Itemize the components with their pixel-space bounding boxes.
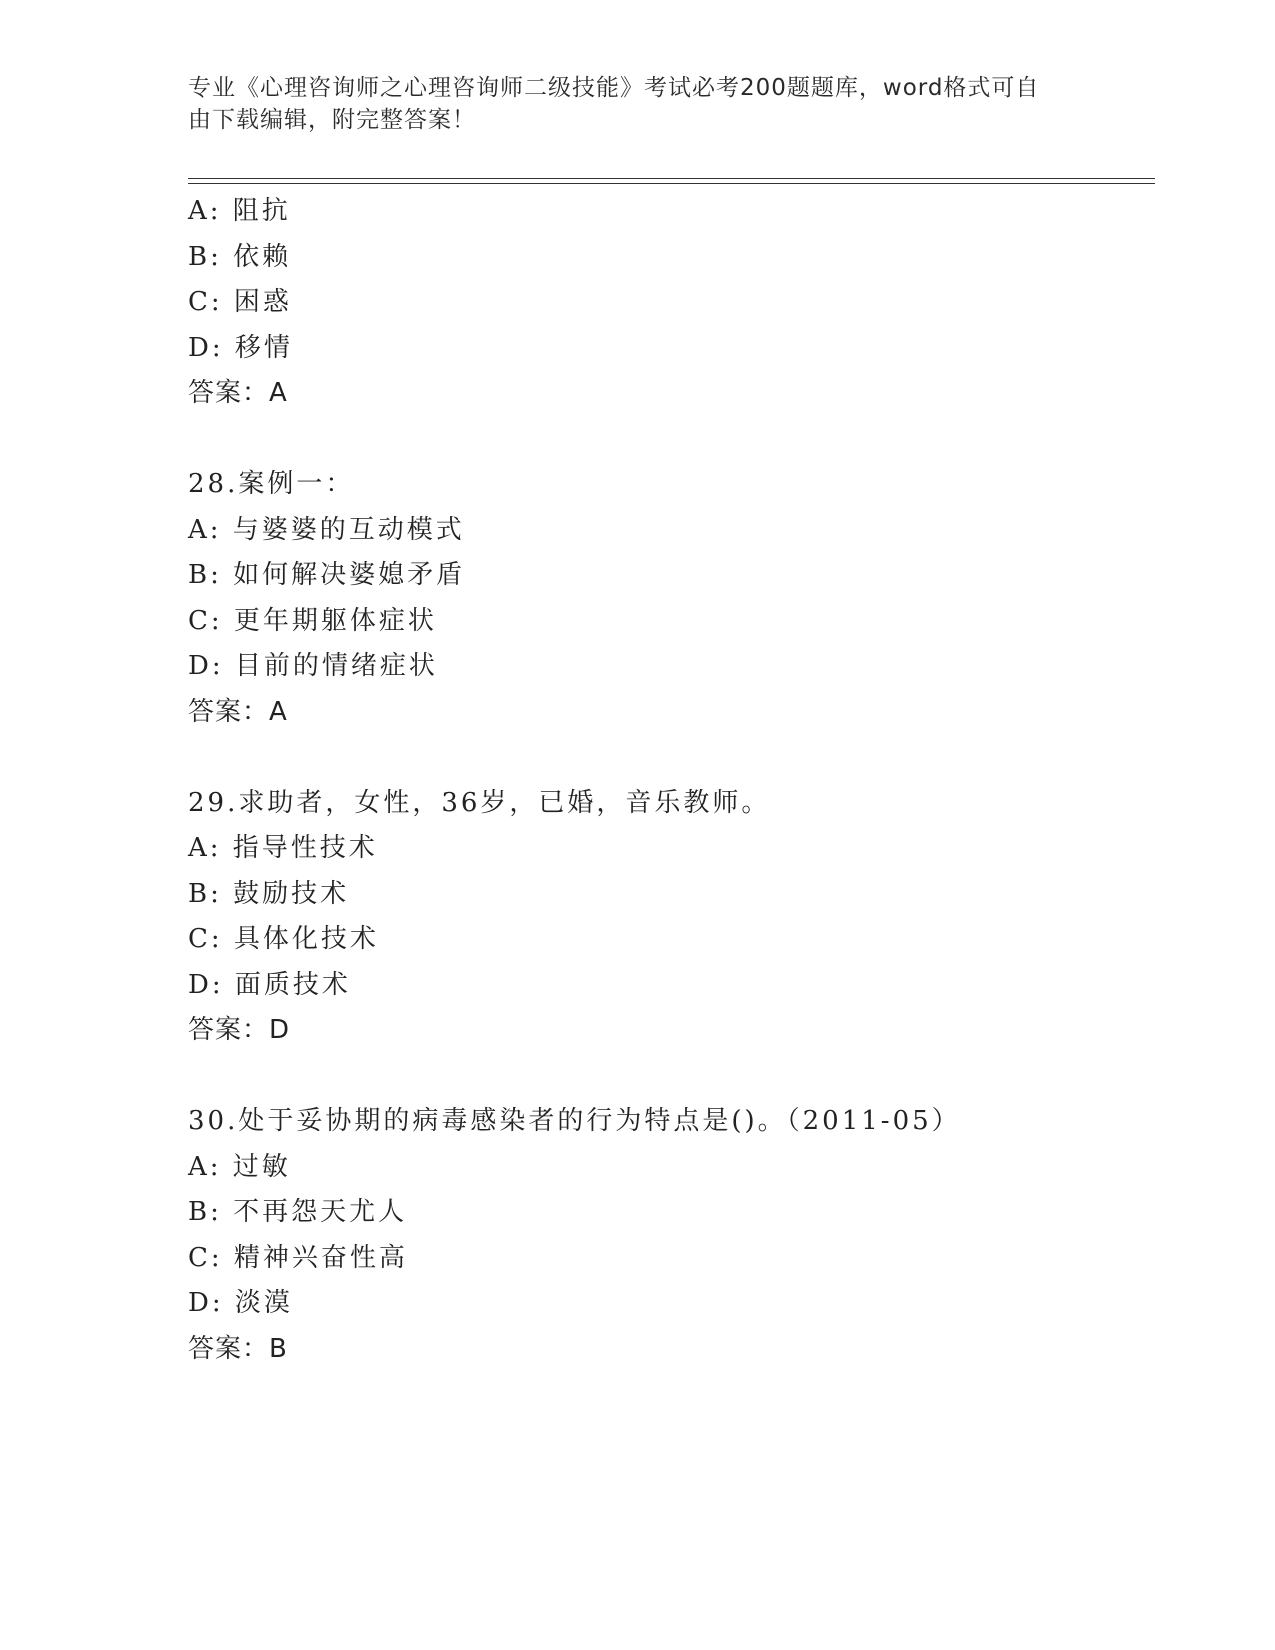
spacer [188,1054,1148,1100]
option-b: B: 依赖 [188,241,292,272]
option-c: C: 精神兴奋性高 [188,1242,408,1273]
option-b: B: 不再怨天尤人 [188,1197,408,1227]
header-line-2: 由下载编辑，附完整答案！ [188,107,476,133]
option-d: D: 目前的情绪症状 [188,651,438,681]
answer-line: 答案：A [188,696,288,727]
option-b: B: 如何解决婆媳矛盾 [188,560,466,590]
option-d: D: 淡漠 [188,1288,293,1318]
question-block [188,189,1148,417]
option-a: A: 过敏 [188,1151,291,1182]
option-d: D: 移情 [188,332,293,363]
answer-line: 答案：B [188,1333,288,1364]
option-c: C: 更年期躯体症状 [188,605,437,636]
option-a: A: 指导性技术 [188,833,378,863]
header-divider-top [188,178,1155,179]
question-block [188,1099,1148,1372]
question-block [188,462,1148,735]
question-stem: 28.案例一： [188,469,355,499]
question-block [188,781,1148,1054]
question-stem: 30.处于妥协期的病毒感染者的行为特点是()。（2011-05） [188,1106,961,1136]
option-a: A: 阻抗 [188,196,291,226]
spacer [188,417,1148,463]
question-stem: 29.求助者，女性，36岁，已婚，音乐教师。 [188,787,771,818]
option-c: C: 具体化技术 [188,924,379,954]
option-b: B: 鼓励技术 [188,878,350,909]
option-c: C: 困惑 [188,287,292,317]
header-line-1: 专业《心理咨询师之心理咨询师二级技能》考试必考200题题库，word格式可自 [188,75,1040,101]
document-header [188,72,1078,136]
answer-line: 答案：A [188,378,288,408]
option-d: D: 面质技术 [188,969,351,1000]
answer-line: 答案：D [188,1015,291,1045]
option-a: A: 与婆婆的互动模式 [188,514,465,545]
spacer [188,735,1148,781]
question-list [188,189,1148,1372]
header-divider-bottom [188,183,1155,184]
